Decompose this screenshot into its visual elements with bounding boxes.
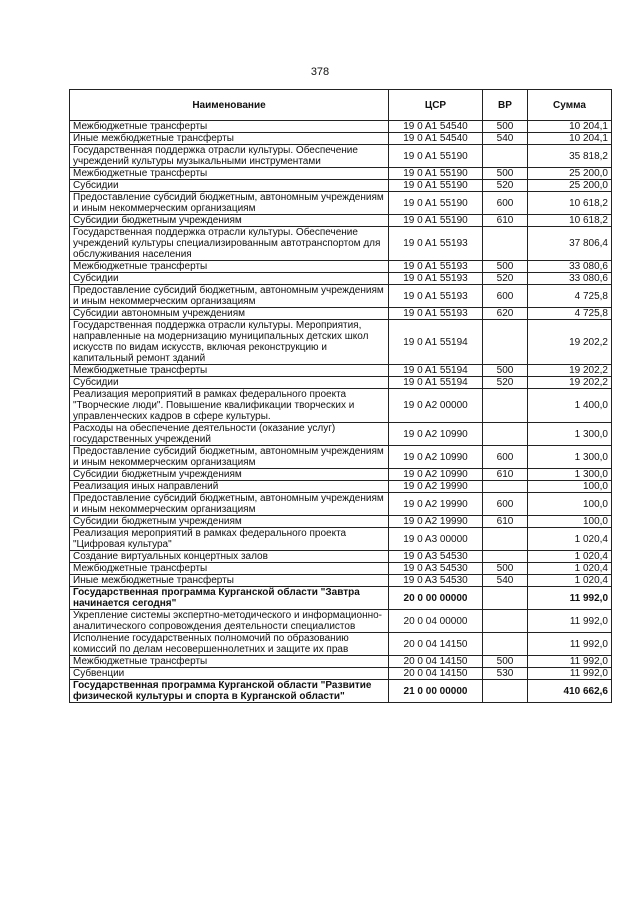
- cell-csr: 19 0 A2 19990: [389, 516, 483, 528]
- cell-csr: 19 0 A1 55194: [389, 365, 483, 377]
- cell-name: Расходы на обеспечение деятельности (оказание услуг) государственных учреждений: [70, 423, 389, 446]
- table-row: [70, 180, 612, 192]
- table-row: [70, 320, 612, 365]
- cell-vr: [483, 481, 528, 493]
- cell-csr: 19 0 A2 19990: [389, 481, 483, 493]
- cell-vr: 500: [483, 121, 528, 133]
- header-csr: ЦСР: [389, 90, 483, 121]
- cell-name: Предоставление субсидий бюджетным, автономным учреждениям и иным некоммерческим организациям: [70, 285, 389, 308]
- table-row: [70, 121, 612, 133]
- cell-sum: 100,0: [528, 481, 612, 493]
- cell-name: Субсидии бюджетным учреждениям: [70, 215, 389, 227]
- cell-vr: 600: [483, 192, 528, 215]
- cell-sum: 1 300,0: [528, 469, 612, 481]
- table-row: [70, 285, 612, 308]
- cell-name: Субсидии бюджетным учреждениям: [70, 516, 389, 528]
- cell-csr: 19 0 A1 55193: [389, 285, 483, 308]
- cell-sum: 35 818,2: [528, 145, 612, 168]
- cell-csr: 19 0 A1 55190: [389, 215, 483, 227]
- cell-csr: 19 0 A1 55190: [389, 145, 483, 168]
- cell-sum: 10 204,1: [528, 133, 612, 145]
- cell-vr: 500: [483, 365, 528, 377]
- cell-sum: 19 202,2: [528, 377, 612, 389]
- cell-sum: 1 020,4: [528, 575, 612, 587]
- cell-name: Предоставление субсидий бюджетным, автономным учреждениям и иным некоммерческим организациям: [70, 446, 389, 469]
- cell-sum: 11 992,0: [528, 610, 612, 633]
- table-row: [70, 273, 612, 285]
- cell-name: Межбюджетные трансферты: [70, 656, 389, 668]
- cell-vr: [483, 528, 528, 551]
- table-row: [70, 145, 612, 168]
- cell-vr: [483, 227, 528, 261]
- cell-vr: 620: [483, 308, 528, 320]
- cell-vr: 600: [483, 285, 528, 308]
- cell-vr: [483, 320, 528, 365]
- cell-csr: 21 0 00 00000: [389, 680, 483, 703]
- cell-name: Субсидии автономным учреждениям: [70, 308, 389, 320]
- cell-sum: 25 200,0: [528, 180, 612, 192]
- cell-name: Реализация мероприятий в рамках федерального проекта "Цифровая культура": [70, 528, 389, 551]
- cell-csr: 19 0 A1 55194: [389, 377, 483, 389]
- cell-csr: 19 0 A1 55190: [389, 180, 483, 192]
- cell-csr: 19 0 A1 54540: [389, 121, 483, 133]
- cell-name: Создание виртуальных концертных залов: [70, 551, 389, 563]
- table-row: [70, 610, 612, 633]
- cell-sum: 10 618,2: [528, 192, 612, 215]
- cell-csr: 19 0 A3 54530: [389, 575, 483, 587]
- cell-vr: [483, 423, 528, 446]
- cell-vr: 610: [483, 516, 528, 528]
- cell-vr: 500: [483, 261, 528, 273]
- cell-csr: 19 0 A2 10990: [389, 446, 483, 469]
- cell-sum: 1 300,0: [528, 446, 612, 469]
- cell-sum: 11 992,0: [528, 656, 612, 668]
- cell-name: Субвенции: [70, 668, 389, 680]
- cell-csr: 19 0 A3 54530: [389, 563, 483, 575]
- cell-sum: 1 020,4: [528, 563, 612, 575]
- table-row: [70, 493, 612, 516]
- cell-name: Субсидии: [70, 180, 389, 192]
- cell-name: Межбюджетные трансферты: [70, 261, 389, 273]
- cell-vr: 530: [483, 668, 528, 680]
- cell-csr: 19 0 A3 54530: [389, 551, 483, 563]
- cell-name: Субсидии: [70, 273, 389, 285]
- table-row: [70, 587, 612, 610]
- table-row: [70, 551, 612, 563]
- cell-sum: 19 202,2: [528, 365, 612, 377]
- table-row: [70, 528, 612, 551]
- page-number: 378: [310, 66, 330, 78]
- cell-sum: 410 662,6: [528, 680, 612, 703]
- cell-sum: 1 300,0: [528, 423, 612, 446]
- cell-vr: 540: [483, 133, 528, 145]
- cell-sum: 25 200,0: [528, 168, 612, 180]
- table-row: [70, 377, 612, 389]
- table-row: [70, 516, 612, 528]
- cell-name: Государственная программа Курганской области "Развитие физической культуры и спорта в Курганской области": [70, 680, 389, 703]
- table-row: [70, 575, 612, 587]
- table-row: [70, 227, 612, 261]
- table-row: [70, 633, 612, 656]
- cell-vr: 520: [483, 273, 528, 285]
- table-row: [70, 365, 612, 377]
- cell-name: Государственная поддержка отрасли культуры. Обеспечение учреждений культуры музыкальными инструментами: [70, 145, 389, 168]
- cell-sum: 10 204,1: [528, 121, 612, 133]
- cell-csr: 20 0 04 00000: [389, 610, 483, 633]
- cell-csr: 20 0 04 14150: [389, 633, 483, 656]
- cell-csr: 19 0 A2 00000: [389, 389, 483, 423]
- cell-sum: 100,0: [528, 516, 612, 528]
- cell-name: Межбюджетные трансферты: [70, 365, 389, 377]
- table-row: [70, 656, 612, 668]
- cell-name: Государственная поддержка отрасли культуры. Обеспечение учреждений культуры специализированным автотранспортом для обслуживания населения: [70, 227, 389, 261]
- header-vr: ВР: [483, 90, 528, 121]
- cell-name: Реализация иных направлений: [70, 481, 389, 493]
- cell-vr: 600: [483, 493, 528, 516]
- table-row: [70, 668, 612, 680]
- table-row: [70, 192, 612, 215]
- cell-sum: 1 020,4: [528, 551, 612, 563]
- cell-sum: 37 806,4: [528, 227, 612, 261]
- table-row: [70, 389, 612, 423]
- cell-name: Субсидии бюджетным учреждениям: [70, 469, 389, 481]
- cell-sum: 4 725,8: [528, 308, 612, 320]
- cell-vr: 500: [483, 656, 528, 668]
- cell-csr: 19 0 A3 00000: [389, 528, 483, 551]
- table-row: [70, 168, 612, 180]
- cell-name: Иные межбюджетные трансферты: [70, 133, 389, 145]
- cell-name: Государственная поддержка отрасли культуры. Мероприятия, направленные на модернизацию муниципальных детских школ искусств по видам искусств, включая реконструкцию и капитальный ремонт зданий: [70, 320, 389, 365]
- cell-sum: 33 080,6: [528, 261, 612, 273]
- cell-sum: 4 725,8: [528, 285, 612, 308]
- cell-sum: 11 992,0: [528, 587, 612, 610]
- table-row: [70, 680, 612, 703]
- cell-vr: [483, 680, 528, 703]
- cell-name: Предоставление субсидий бюджетным, автономным учреждениям и иным некоммерческим организациям: [70, 192, 389, 215]
- cell-csr: 20 0 04 14150: [389, 656, 483, 668]
- cell-csr: 19 0 A2 19990: [389, 493, 483, 516]
- cell-sum: 1 020,4: [528, 528, 612, 551]
- cell-csr: 19 0 A1 55193: [389, 273, 483, 285]
- table-row: [70, 215, 612, 227]
- cell-csr: 19 0 A1 55193: [389, 227, 483, 261]
- cell-csr: 19 0 A1 55194: [389, 320, 483, 365]
- cell-vr: 500: [483, 168, 528, 180]
- cell-csr: 19 0 A1 55190: [389, 192, 483, 215]
- cell-csr: 19 0 A1 55193: [389, 308, 483, 320]
- cell-vr: 610: [483, 469, 528, 481]
- cell-vr: [483, 633, 528, 656]
- table-row: [70, 423, 612, 446]
- cell-name: Предоставление субсидий бюджетным, автономным учреждениям и иным некоммерческим организациям: [70, 493, 389, 516]
- cell-vr: [483, 610, 528, 633]
- header-sum: Сумма: [528, 90, 612, 121]
- cell-name: Реализация мероприятий в рамках федерального проекта "Творческие люди". Повышение квалификации творческих и управленческих кадров в сфере культуры.: [70, 389, 389, 423]
- cell-csr: 20 0 00 00000: [389, 587, 483, 610]
- cell-sum: 33 080,6: [528, 273, 612, 285]
- cell-csr: 19 0 A2 10990: [389, 423, 483, 446]
- cell-name: Государственная программа Курганской области "Завтра начинается сегодня": [70, 587, 389, 610]
- cell-sum: 11 992,0: [528, 633, 612, 656]
- cell-name: Исполнение государственных полномочий по образованию комиссий по делам несовершеннолетних и защите их прав: [70, 633, 389, 656]
- table-row: [70, 469, 612, 481]
- table-header-row: [70, 90, 612, 121]
- budget-table: [69, 89, 612, 703]
- cell-sum: 1 400,0: [528, 389, 612, 423]
- header-name: Наименование: [70, 90, 389, 121]
- cell-sum: 10 618,2: [528, 215, 612, 227]
- cell-csr: 19 0 A2 10990: [389, 469, 483, 481]
- table-row: [70, 563, 612, 575]
- cell-csr: 20 0 04 14150: [389, 668, 483, 680]
- table-row: [70, 308, 612, 320]
- cell-name: Укрепление системы экспертно-методического и информационно-аналитического сопровождения деятельности специалистов: [70, 610, 389, 633]
- cell-vr: [483, 389, 528, 423]
- cell-vr: 520: [483, 180, 528, 192]
- cell-vr: 520: [483, 377, 528, 389]
- table-row: [70, 261, 612, 273]
- cell-sum: 19 202,2: [528, 320, 612, 365]
- cell-vr: 600: [483, 446, 528, 469]
- cell-vr: [483, 587, 528, 610]
- cell-csr: 19 0 A1 54540: [389, 133, 483, 145]
- cell-vr: [483, 551, 528, 563]
- table-row: [70, 446, 612, 469]
- cell-name: Субсидии: [70, 377, 389, 389]
- table-row: [70, 481, 612, 493]
- cell-vr: 500: [483, 563, 528, 575]
- cell-name: Иные межбюджетные трансферты: [70, 575, 389, 587]
- cell-vr: 610: [483, 215, 528, 227]
- cell-csr: 19 0 A1 55193: [389, 261, 483, 273]
- cell-name: Межбюджетные трансферты: [70, 168, 389, 180]
- cell-name: Межбюджетные трансферты: [70, 563, 389, 575]
- cell-sum: 100,0: [528, 493, 612, 516]
- table-row: [70, 133, 612, 145]
- cell-csr: 19 0 A1 55190: [389, 168, 483, 180]
- cell-vr: [483, 145, 528, 168]
- table-body: [70, 121, 612, 703]
- cell-name: Межбюджетные трансферты: [70, 121, 389, 133]
- cell-vr: 540: [483, 575, 528, 587]
- cell-sum: 11 992,0: [528, 668, 612, 680]
